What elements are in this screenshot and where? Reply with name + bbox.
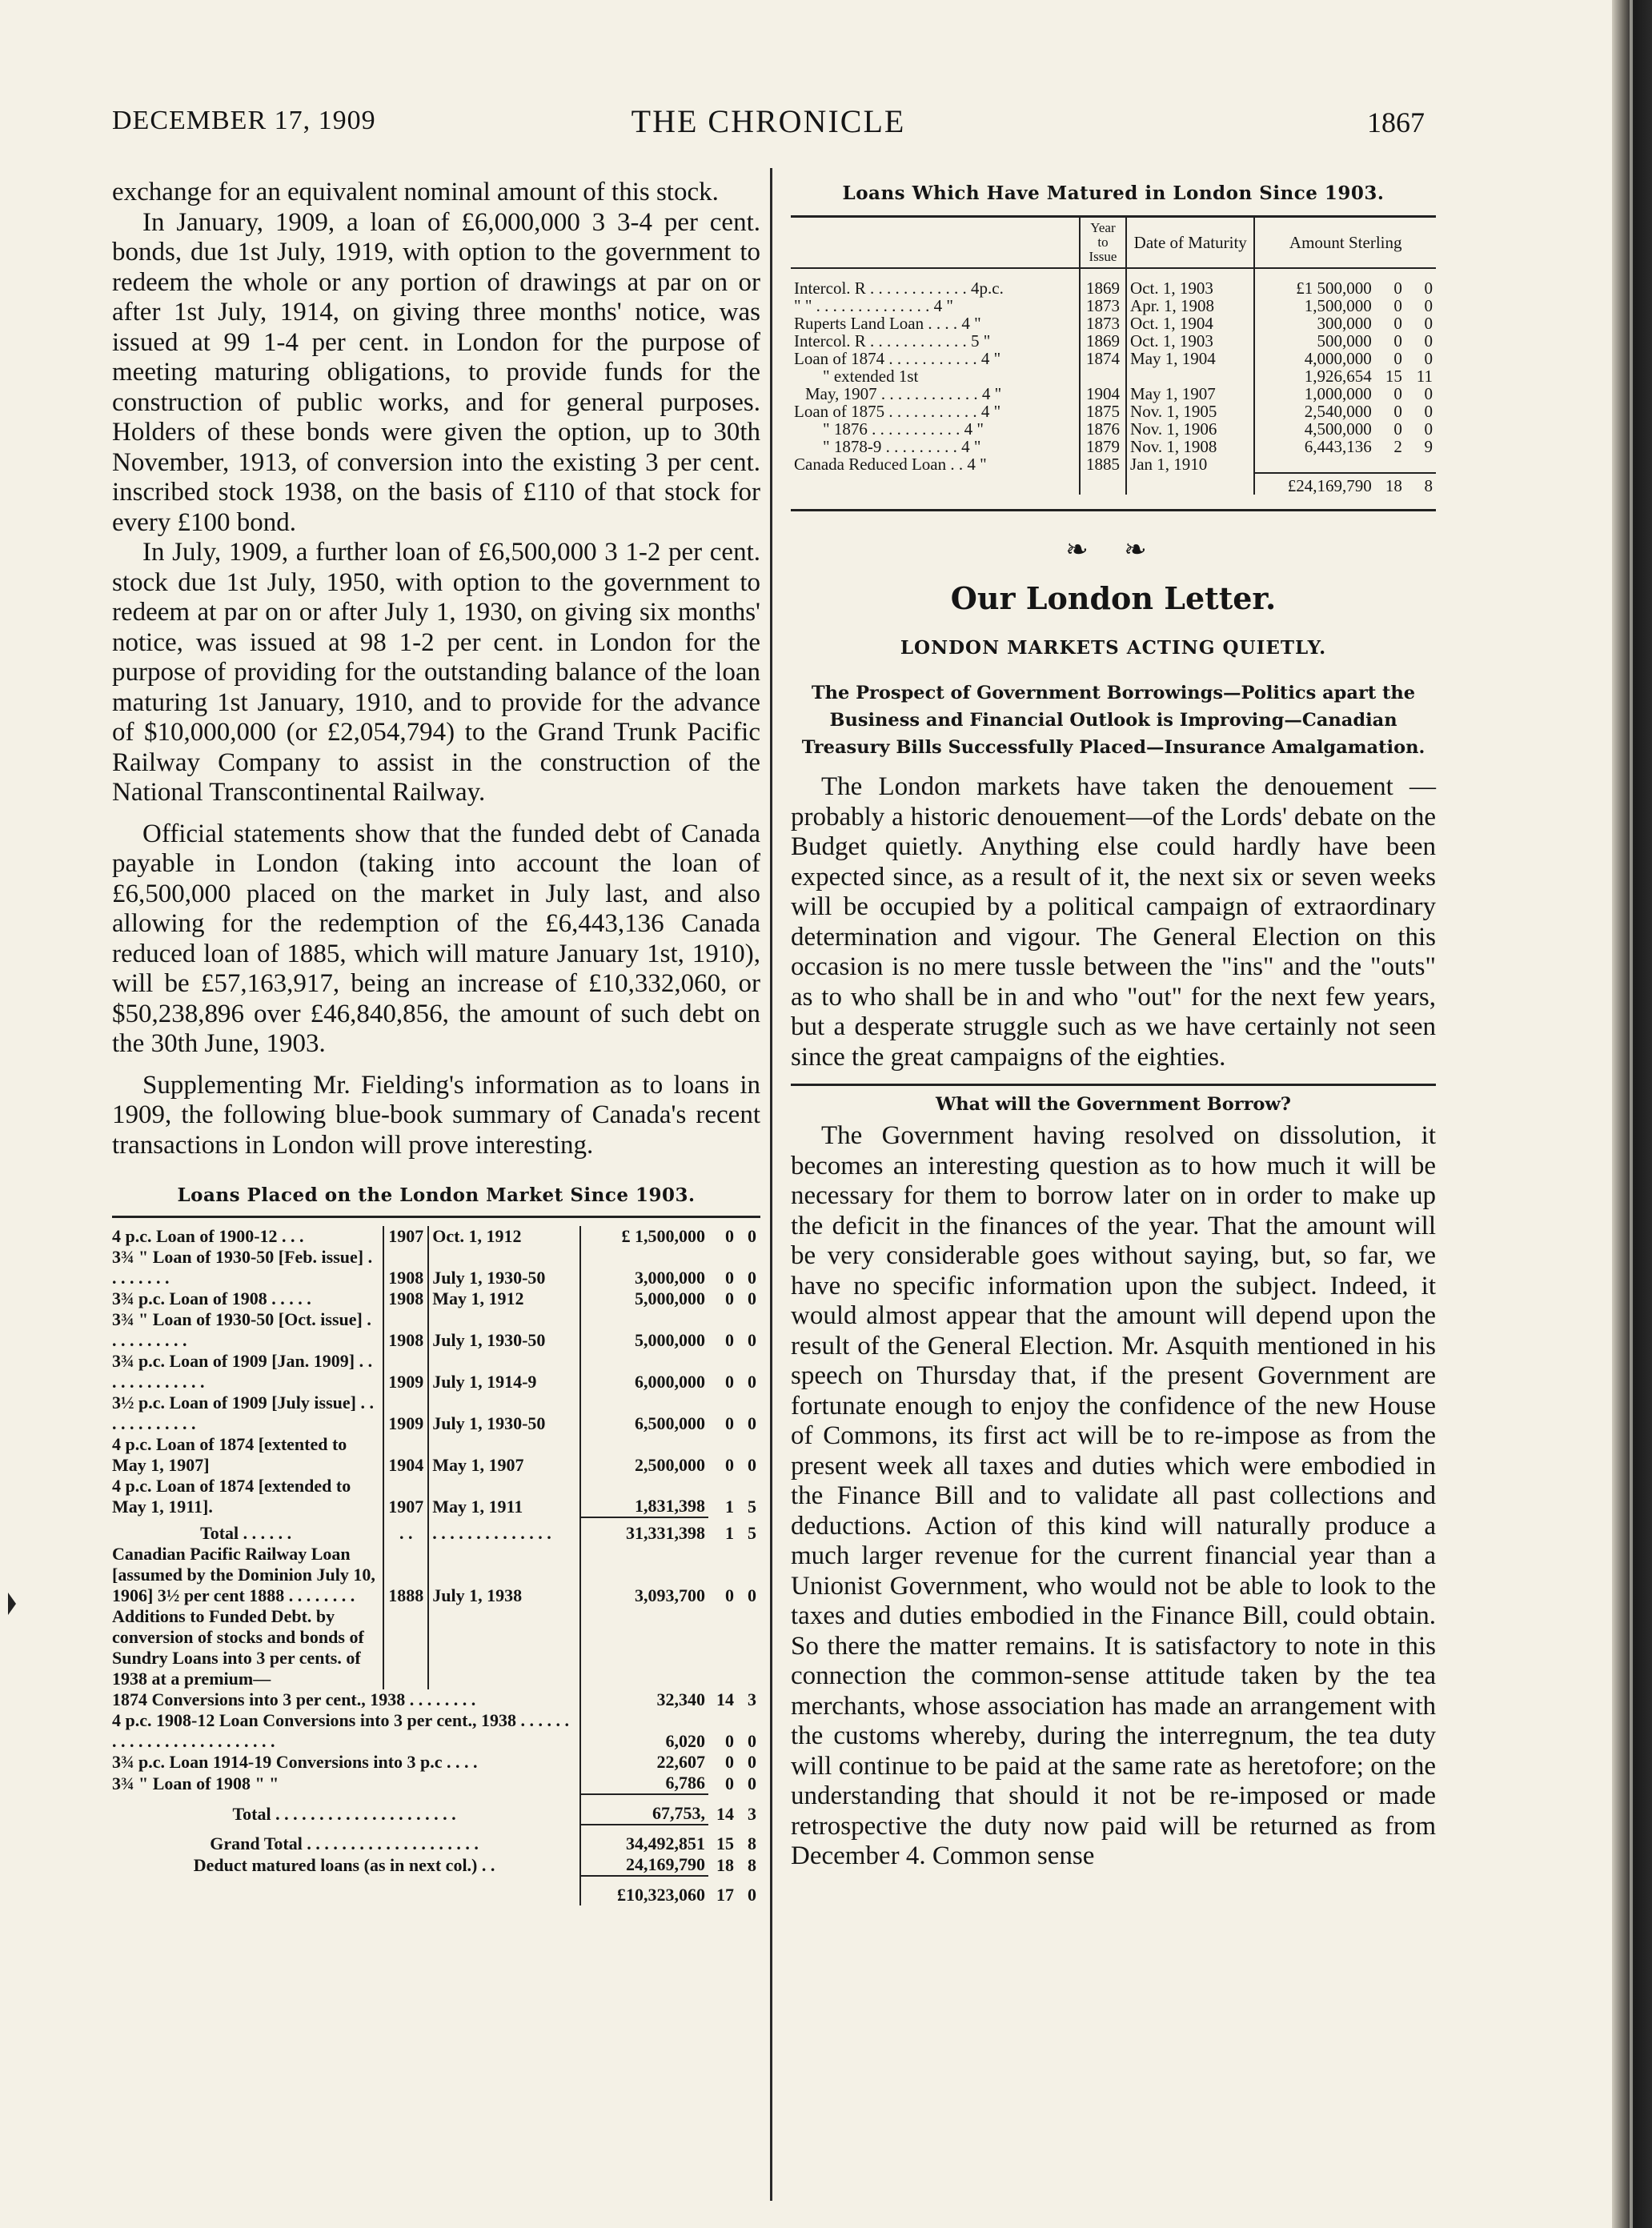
matured-amount: 1,000,000 [1254,385,1374,403]
loan-pence: 0 [748,1268,756,1288]
matured-year: 1904 [1080,385,1126,403]
table-row [791,455,1436,473]
loan-date: May 1, 1912 [428,1288,580,1309]
table-row [112,1288,760,1309]
total-label: Total . . . . . . [200,1523,292,1543]
loan-pence: 0 [748,1372,756,1392]
grand-total-label: Grand Total . . . . . . . . . . . . . . . . . . . . [210,1833,479,1853]
loan-amount: 1,831,398 [580,1476,708,1517]
loan-desc: 3½ p.c. Loan of 1909 [July issue] . . . . . . . . . . . . [112,1392,374,1433]
loan-amount: £ 1,500,000 [580,1226,708,1247]
grand-total-pence: 8 [748,1833,756,1853]
matured-desc: " " . . . . . . . . . . . . . . 4 " [794,296,953,315]
matured-desc: Intercol. R . . . . . . . . . . . . 4p.c. [794,278,1004,298]
empty-cell [112,1876,580,1905]
loan-date: May 1, 1907 [428,1434,580,1476]
loan-year: 1907 [383,1476,428,1517]
loan-date: July 1, 1930-50 [428,1309,580,1351]
table-row [791,332,1436,350]
matured-pence: 0 [1424,278,1433,298]
loan-shillings: 1 [724,1497,734,1517]
matured-shillings: 0 [1393,349,1402,368]
matured-year: 1876 [1080,420,1126,438]
total-shillings: 1 [724,1523,734,1543]
left-paragraph: In January, 1909, a loan of £6,000,000 3 3-4 per cent. bonds, due 1st July, 1919, with option to the government to redeem the whole or any portion of drawings at par on or after 1st July, 1914, on giving three months' notice, was issued at 99 1-4 per cent. in London for the purpose of meeting maturing obligations, to provide funds for the construction of public works, and for general purposes. Holders of these bonds were given the option, up to 30th November, 1913, of conversion into the existing 3 per cent. inscribed stock 1938, on the basis of £110 of that stock for every £100 bond. [112,207,760,537]
matured-amount: £1 500,000 [1254,279,1374,297]
conversion-pence: 0 [748,1773,756,1793]
matured-desc: " 1876 . . . . . . . . . . . 4 " [823,419,984,439]
table-header-row [791,218,1436,268]
additions-heading-row [112,1606,760,1689]
matured-shillings: 0 [1393,331,1402,351]
empty-cell [1405,268,1436,279]
loan-year: 1907 [383,1226,428,1247]
matured-year: 1874 [1080,350,1126,367]
matured-year: 1873 [1080,315,1126,332]
loan-year: 1908 [383,1247,428,1288]
loan-date: Oct. 1, 1912 [428,1226,580,1247]
loan-year: 1908 [383,1309,428,1351]
matured-total-amount: £24,169,790 [1254,473,1374,495]
total2-pence: 3 [748,1804,756,1824]
matured-pence: 0 [1424,349,1433,368]
section-rule [791,1084,1436,1086]
empty-cell [737,1606,760,1689]
matured-desc: May, 1907 . . . . . . . . . . . . 4 " [805,384,1002,403]
matured-date: May 1, 1904 [1126,350,1254,367]
loan-date: May 1, 1911 [428,1476,580,1517]
loan-amount: 6,500,000 [580,1392,708,1434]
conversion-amount: 6,786 [580,1773,708,1794]
header-date: DECEMBER 17, 1909 [112,106,376,135]
grand-total-shillings: 15 [716,1833,734,1853]
table-row [791,279,1436,297]
deduct-shillings: 18 [716,1855,734,1875]
matured-desc: Ruperts Land Loan . . . . 4 " [794,314,981,333]
cpr-shillings: 0 [724,1585,734,1605]
loan-desc: 4 p.c. Loan of 1874 [extended to May 1, 1911]. [112,1476,351,1517]
grand-total-amount: 34,492,851 [580,1825,708,1854]
matured-total-shillings: 18 [1375,473,1405,495]
matured-pence: 0 [1424,402,1433,421]
conversion-row [112,1710,760,1752]
loan-desc: 3¾ " Loan of 1930-50 [Oct. issue] . . . . . . . . . . [112,1309,371,1350]
conversion-desc: 1874 Conversions into 3 per cent., 1938 . . . . . . . . [112,1689,476,1709]
table-row [791,420,1436,438]
header-title: THE CHRONICLE [631,103,906,139]
empty-cell [1080,473,1126,495]
column-header-amount: Amount Sterling [1254,218,1436,268]
loan-shillings: 0 [724,1268,734,1288]
loan-desc: 3¾ " Loan of 1930-50 [Feb. issue] . . . . . . . . [112,1247,373,1288]
conversion-pence: 3 [748,1689,756,1709]
matured-shillings: 0 [1393,384,1402,403]
placed-loans-table-title: Loans Placed on the London Market Since 1903. [177,1184,696,1206]
loan-year: 1904 [383,1434,428,1476]
empty-cell [1126,473,1254,495]
table-row [112,1392,760,1434]
matured-amount: 2,540,000 [1254,403,1374,420]
matured-date: Nov. 1, 1905 [1126,403,1254,420]
table-row [112,1226,760,1247]
matured-amount: 500,000 [1254,332,1374,350]
conversion-desc: 4 p.c. 1908-12 Loan Conversions into 3 per cent., 1938 . . . . . . . . . . . . . . . . . . . . . . . . . [112,1710,569,1751]
empty-cell [383,1606,428,1689]
total-amount: 31,331,398 [580,1517,708,1544]
total-year: . . [383,1517,428,1544]
deduct-label: Deduct matured loans (as in next col.) . . [193,1855,495,1875]
column-header-year: Year to Issue [1080,218,1126,268]
matured-loans-bottom-rule [791,509,1436,511]
loan-amount: 5,000,000 [580,1288,708,1309]
matured-date: Oct. 1, 1903 [1126,332,1254,350]
table-row [791,297,1436,315]
conversion-desc: 3¾ " Loan of 1908 " " [112,1773,279,1793]
matured-desc: " extended 1st [823,367,919,386]
matured-amount: 1,500,000 [1254,297,1374,315]
deduct-row [112,1854,760,1876]
cpr-row [112,1544,760,1606]
loan-desc: 4 p.c. Loan of 1874 [extented to May 1, 1907] [112,1434,347,1475]
loan-date: July 1, 1930-50 [428,1392,580,1434]
matured-amount [1254,455,1374,473]
net-shillings: 17 [716,1885,734,1905]
loan-shillings: 0 [724,1372,734,1392]
left-paragraph: Official statements show that the funded debt of Canada payable in London (taking into account the loan of £6,500,000 placed on the market in July last, and also allowing for the redemption of the £6,443,136 Canada reduced loan of 1885, which will mature January 1st, 1910), will be £57,163,917, being an increase of £10,332,060, or $50,238,896 over £46,840,856, the amount of such debt on the 30th June, 1903. [112,819,760,1058]
matured-pence: 0 [1424,419,1433,439]
table-row [791,438,1436,455]
matured-shillings: 15 [1385,367,1402,386]
loan-desc: 3¾ p.c. Loan of 1908 . . . . . [112,1288,311,1308]
total2-row [112,1794,760,1825]
matured-pence: 9 [1424,437,1433,456]
matured-desc: Canada Reduced Loan . . 4 " [794,455,987,474]
table-row [112,1309,760,1351]
matured-amount: 4,000,000 [1254,350,1374,367]
total2-label: Total . . . . . . . . . . . . . . . . . . . . . [232,1804,456,1824]
loan-pence: 0 [748,1413,756,1433]
left-paragraph: In July, 1909, a further loan of £6,500,000 3 1-2 per cent. stock due 1st July, 1950, with option to the government to redeem at par on or after July 1, 1930, on giving six months' notice, was issued at 98 1-2 per cent. in London for the purpose of providing for the outstanding balance of the loan maturing 1st January, 1910, and to provide for the advance of $10,000,000 (or £2,054,794) to the Grand Trunk Pacific Railway Company to assist in the construction of the National Transcontinental Railway. [112,538,760,807]
matured-shillings: 0 [1393,402,1402,421]
table-row [112,1351,760,1392]
matured-amount: 4,500,000 [1254,420,1374,438]
matured-desc: " 1878-9 . . . . . . . . . 4 " [823,437,981,456]
total-pence: 5 [748,1523,756,1543]
total-date: . . . . . . . . . . . . . . [428,1517,580,1544]
left-paragraph: exchange for an equivalent nominal amount of this stock. [112,178,719,206]
matured-date: Apr. 1, 1908 [1126,297,1254,315]
column-divider [770,168,772,2201]
table-row [791,403,1436,420]
loan-date: July 1, 1930-50 [428,1247,580,1288]
matured-pence [1405,455,1436,473]
matured-pence: 0 [1424,384,1433,403]
letter-paragraph: The London markets have taken the denouement —probably a historic denouement—of the Lords' debate on the Budget quietly. Anything else could hardly have been expected since, as a result of it, the next six or seven weeks will be occupied by a political campaign of extraordinary determination and vigour. The General Election on this occasion is no mere tussle between the "ins" and the "outs" as to who shall be in and who "out" for the next few years, but a desperate struggle such as we have certainly not seen since the great campaigns of the eighties. [791,772,1436,1072]
table-row [791,367,1436,385]
loan-shillings: 0 [724,1330,734,1350]
matured-date: Nov. 1, 1906 [1126,420,1254,438]
loan-pence: 0 [748,1288,756,1308]
conversion-row [112,1752,760,1773]
loan-pence: 5 [748,1497,756,1517]
conversion-amount: 6,020 [580,1710,708,1752]
empty-cell [1375,268,1405,279]
loan-amount: 5,000,000 [580,1309,708,1351]
letter-paragraph: The Government having resolved on dissolution, it becomes an interesting question as to how much it will be necessary for them to borrow later on in order to make up the deficit in the finances of the year. That the amount will be very considerable goes without saying, but, so far, we have no specific information upon the subject. Indeed, it would almost appear that the amount will depend upon the result of the General Election. Mr. Asquith mentioned in his speech on Thursday that, if the present Government are fortunate enough to enjoy the confidence of the new House of Commons, its first act will be to re-impose as from the present week all taxes and duties which were embodied in the Finance Bill and to validate all past collections and deductions. Action of this kind will naturally produce a much larger revenue for the current financial year than a Unionist Government, who would not be able to look to the taxes and duties embodied in the Finance Bill, could obtain. So there the matter remains. It is satisfactory to note in this connection the common-sense attitude taken by the tea merchants, whose association has made an arrangement with the customs whereby, during the interregnum, the tea duty will continue to be paid at the same rate as heretofore; on the understanding that should it not be re-imposed or made retrospective the duty now paid will be returned as from December 4. Common sense [791,1121,1436,1870]
empty-cell [1254,268,1374,279]
matured-year: 1873 [1080,297,1126,315]
deduct-amount: 24,169,790 [580,1854,708,1876]
table-row [112,1434,760,1476]
conversion-amount: 22,607 [580,1752,708,1773]
loan-amount: 6,000,000 [580,1351,708,1392]
conversion-shillings: 14 [716,1689,734,1709]
matured-date: Nov. 1, 1908 [1126,438,1254,455]
total2-amount: 67,753, [580,1794,708,1825]
matured-year: 1875 [1080,403,1126,420]
empty-cell [580,1606,708,1689]
total2-shillings: 14 [716,1804,734,1824]
cpr-desc: Canadian Pacific Railway Loan [assumed by the Dominion July 10, 1906] 3½ per cent 1888 . . . . . . . . [112,1544,375,1605]
matured-pence: 11 [1416,367,1433,386]
loan-year: 1909 [383,1351,428,1392]
total-row [112,1517,760,1544]
loan-year: 1908 [383,1288,428,1309]
net-pence: 0 [748,1885,756,1905]
table-row [791,350,1436,367]
matured-year: 1879 [1080,438,1126,455]
table-row [112,1247,760,1288]
margin-mark [8,1593,16,1615]
matured-shillings: 0 [1393,419,1402,439]
matured-amount: 6,443,136 [1254,438,1374,455]
matured-pence: 0 [1424,314,1433,333]
empty-cell [791,473,1080,495]
ornament: ❧ ❧ [1065,535,1161,565]
letter-subheading: What will the Government Borrow? [935,1094,1291,1115]
right-column [791,182,1436,1872]
matured-date: Oct. 1, 1904 [1126,315,1254,332]
loan-shillings: 0 [724,1288,734,1308]
placed-loans-top-rule [112,1216,760,1218]
cpr-pence: 0 [748,1585,756,1605]
loan-pence: 0 [748,1455,756,1475]
letter-subtitle: LONDON MARKETS ACTING QUIETLY. [900,637,1327,659]
matured-loans-table [791,218,1436,495]
matured-year [1080,367,1126,385]
matured-shillings: 0 [1393,296,1402,315]
loan-shillings: 0 [724,1413,734,1433]
matured-amount: 1,926,654 [1254,367,1374,385]
left-column [112,178,760,1905]
matured-year: 1885 [1080,455,1126,473]
conversion-row [112,1689,760,1710]
table-row [791,315,1436,332]
matured-shillings: 2 [1393,437,1402,456]
page-header [112,103,1425,150]
loan-amount: 3,000,000 [580,1247,708,1288]
loan-shillings: 0 [724,1455,734,1475]
conversion-shillings: 0 [724,1752,734,1772]
header-blank [791,218,1080,268]
matured-desc: Loan of 1875 . . . . . . . . . . . 4 " [794,402,1001,421]
matured-total-row [791,473,1436,495]
matured-date: Oct. 1, 1903 [1126,279,1254,297]
conversion-row [112,1773,760,1794]
table-row [112,1476,760,1517]
loan-pence: 0 [748,1330,756,1350]
matured-date: May 1, 1907 [1126,385,1254,403]
empty-cell [1080,268,1126,279]
loan-desc: 4 p.c. Loan of 1900-12 . . . [112,1226,304,1246]
scan-binding-edge [1612,0,1652,2228]
empty-cell [791,268,1080,279]
loan-desc: 3¾ p.c. Loan of 1909 [Jan. 1909] . . . . . . . . . . . . . [112,1351,373,1392]
conversion-pence: 0 [748,1731,756,1751]
loan-date: July 1, 1914-9 [428,1351,580,1392]
placed-loans-table [112,1226,760,1905]
loan-amount: 2,500,000 [580,1434,708,1476]
deduct-pence: 8 [748,1855,756,1875]
empty-cell [708,1606,737,1689]
matured-amount: 300,000 [1254,315,1374,332]
matured-total-pence: 8 [1405,473,1436,495]
empty-cell [428,1606,580,1689]
matured-date [1126,367,1254,385]
letter-deck: The Prospect of Government Borrowings—Politics apart the Business and Financial Outlook is Improving—Canadian Treasury Bills Successfully Placed—Insurance Amalgamation. [801,683,1425,758]
matured-pence: 0 [1424,331,1433,351]
empty-cell [1126,268,1254,279]
matured-date: Jan 1, 1910 [1126,455,1254,473]
cpr-date: July 1, 1938 [428,1544,580,1606]
conversion-shillings: 0 [724,1773,734,1793]
left-paragraph: Supplementing Mr. Fielding's information as to loans in 1909, the following blue-book summary of Canada's recent transactions in London will prove interesting. [112,1070,760,1160]
cpr-year: 1888 [383,1544,428,1606]
net-amount: £10,323,060 [580,1876,708,1905]
loan-pence: 0 [748,1226,756,1246]
matured-desc: Loan of 1874 . . . . . . . . . . . 4 " [794,349,1001,368]
net-row [112,1876,760,1905]
header-page-number: 1867 [1367,106,1425,138]
loan-year: 1909 [383,1392,428,1434]
loan-shillings: 0 [724,1226,734,1246]
matured-shillings: 0 [1393,278,1402,298]
matured-year: 1869 [1080,279,1126,297]
matured-loans-table-title: Loans Which Have Matured in London Since 1903. [842,182,1385,204]
grand-total-row [112,1825,760,1854]
letter-title: Our London Letter. [950,580,1277,616]
matured-desc: Intercol. R . . . . . . . . . . . . 5 " [794,331,991,351]
conversion-desc: 3¾ p.c. Loan 1914-19 Conversions into 3 p.c . . . . [112,1752,478,1772]
column-header-date: Date of Maturity [1126,218,1254,268]
additions-heading: Additions to Funded Debt. by conversion of stocks and bonds of Sundry Loans into 3 per cents. of 1938 at a premium— [112,1606,364,1689]
matured-shillings [1375,455,1405,473]
conversion-pence: 0 [748,1752,756,1772]
matured-shillings: 0 [1393,314,1402,333]
conversion-shillings: 0 [724,1731,734,1751]
cpr-amount: 3,093,700 [580,1544,708,1606]
matured-pence: 0 [1424,296,1433,315]
matured-year: 1869 [1080,332,1126,350]
table-row [791,385,1436,403]
conversion-amount: 32,340 [580,1689,708,1710]
spacer-row [791,268,1436,279]
